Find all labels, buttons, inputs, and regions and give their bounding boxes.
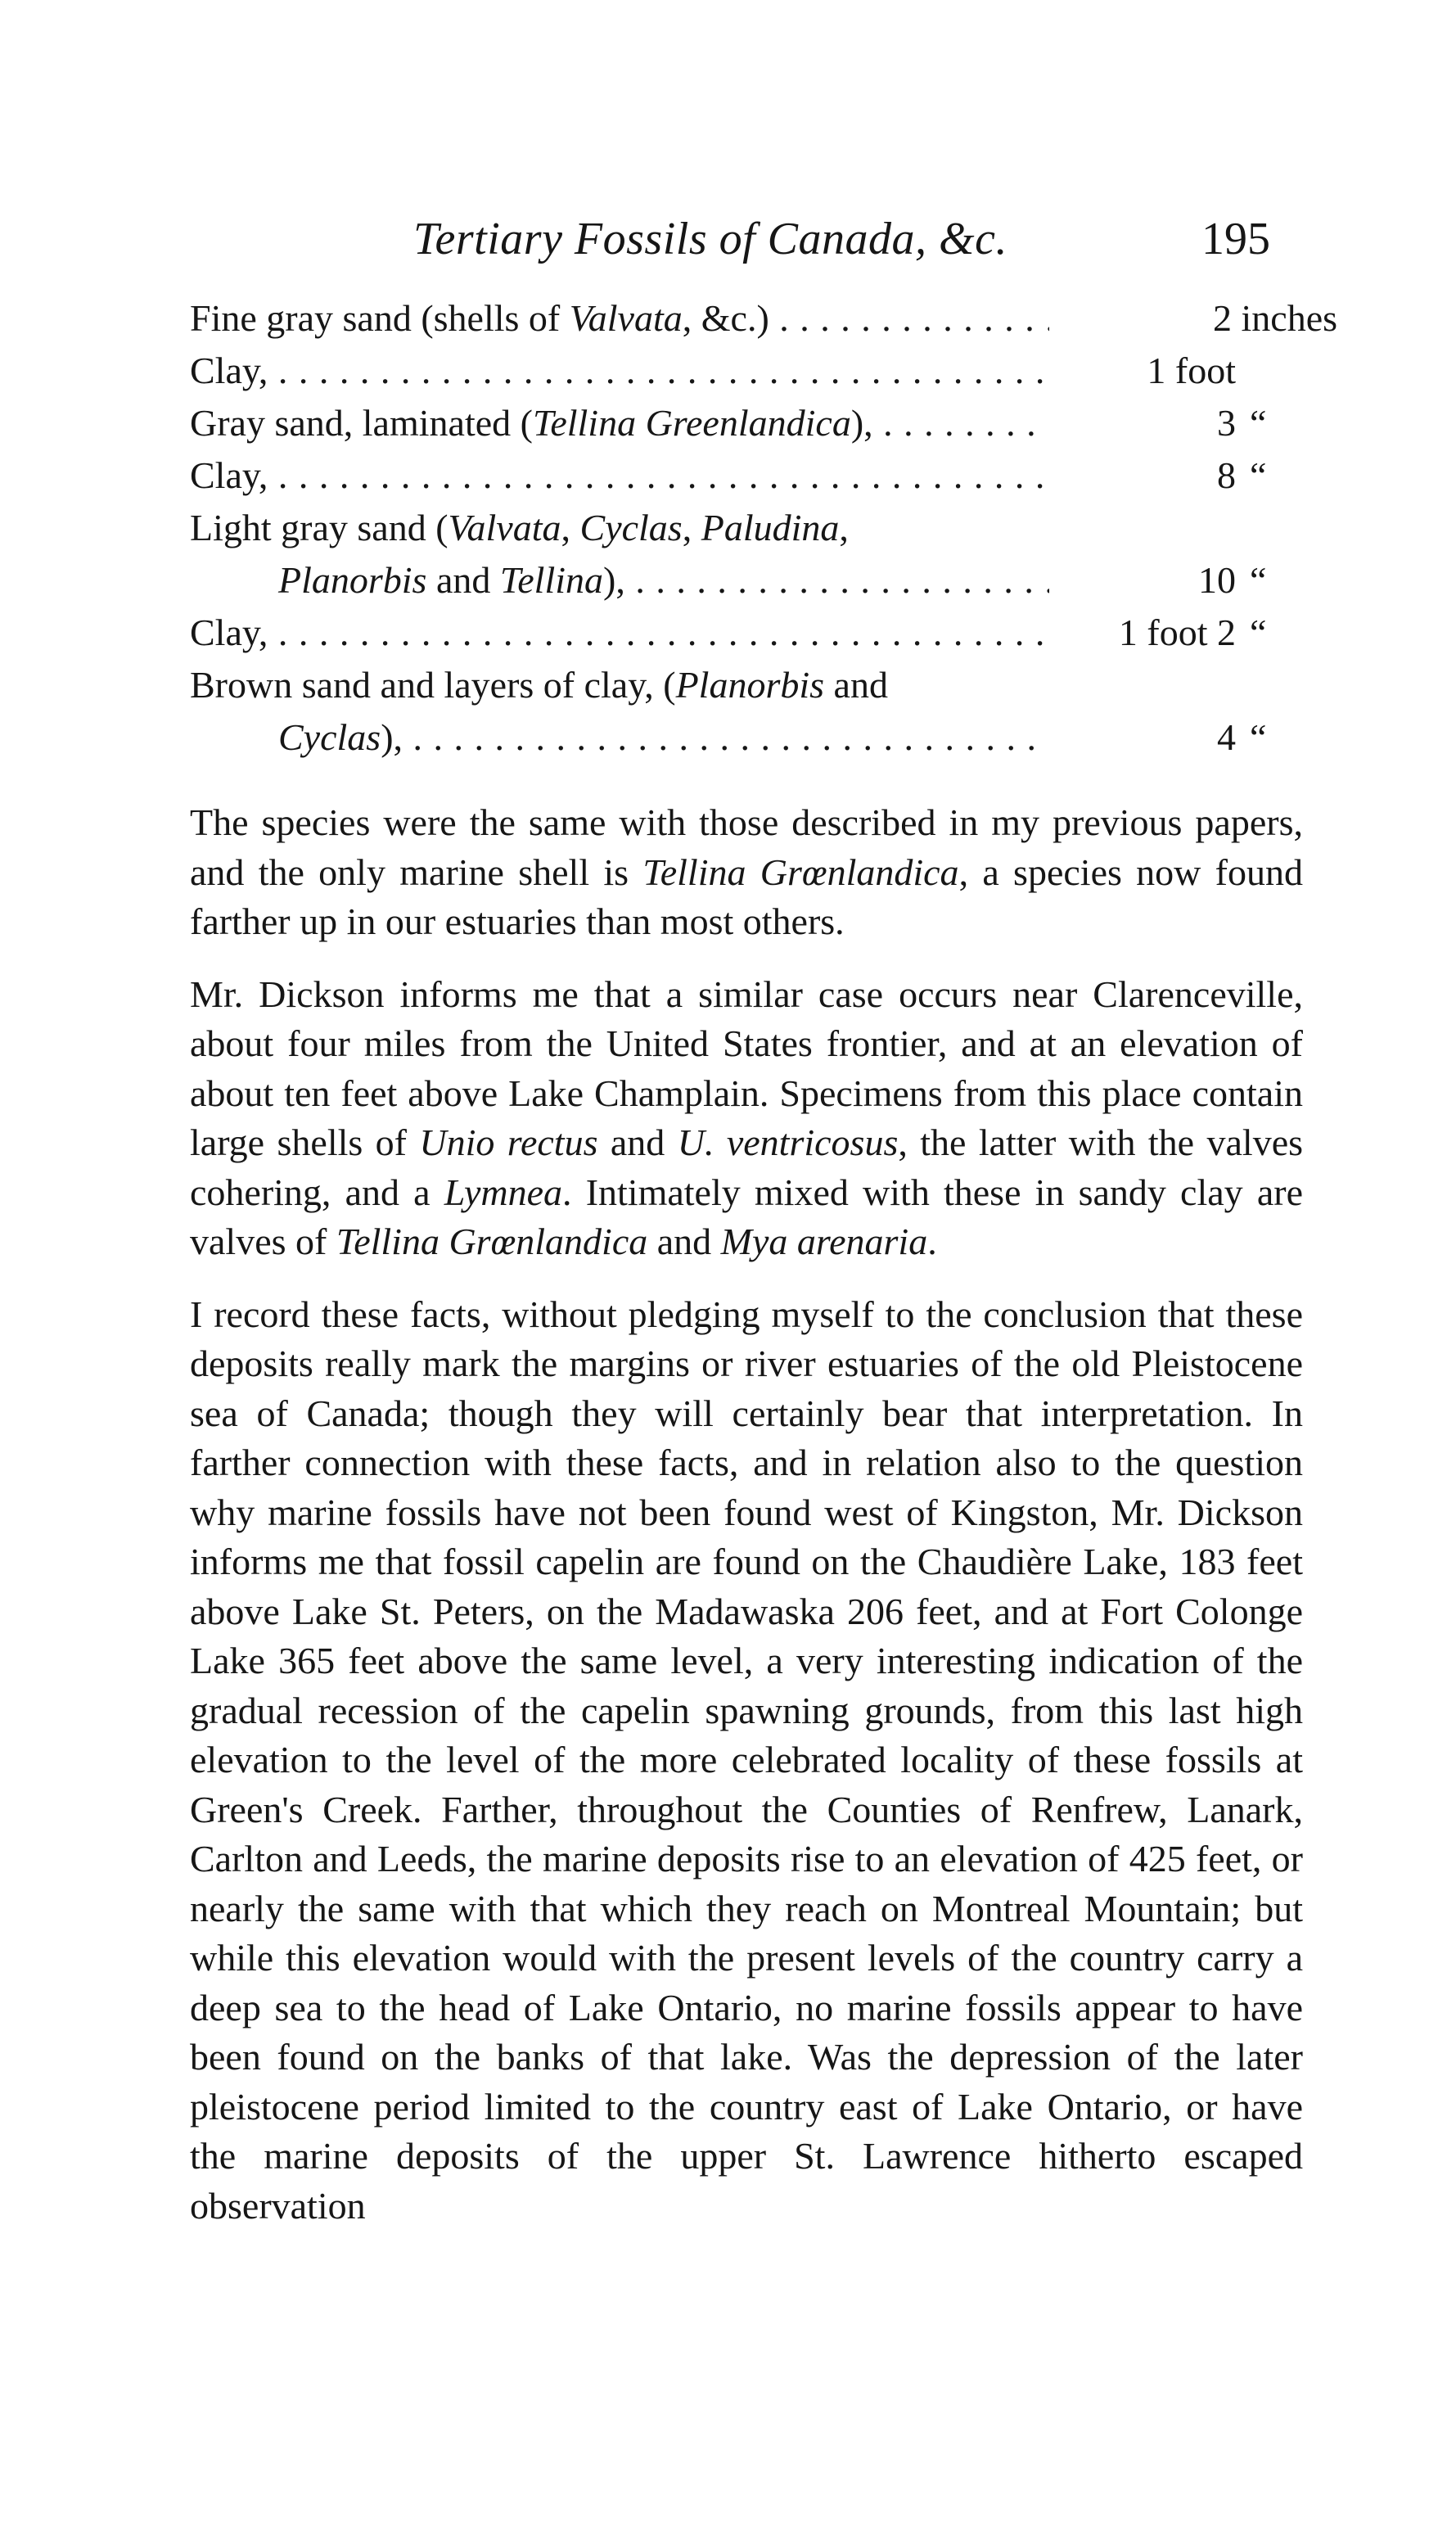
- stratum-label: Gray sand, laminated (Tellina Greenlandica), . . .: [190, 401, 1049, 453]
- stratum-label: Light gray sand (Valvata, Cyclas, Paludina,: [190, 507, 849, 548]
- stratum-label: Cyclas), . . .: [190, 715, 1049, 768]
- stratum-unit: 2 inches: [1213, 297, 1338, 339]
- stratum-thickness: 3: [1206, 401, 1236, 453]
- table-row: [190, 296, 1338, 349]
- stratum-unit: “: [1250, 559, 1267, 601]
- table-row: [190, 349, 1303, 401]
- stratum-thickness: 1 foot: [1135, 349, 1236, 401]
- stratum-label: Brown sand and layers of clay, (Planorbis and: [190, 664, 888, 706]
- body-text: [190, 798, 1303, 2254]
- paragraph: The species were the same with those described in my previous papers, and the only marine shell is Tellina Grœnlandica, a species now found farther up in our estuaries than most others.: [190, 801, 1303, 942]
- page-number: 195: [1201, 214, 1270, 264]
- stratum-unit: “: [1250, 716, 1267, 758]
- table-row: [190, 401, 1303, 453]
- stratum-label: Clay, . . .: [190, 349, 1049, 401]
- table-row: [190, 506, 1303, 558]
- running-title: Tertiary Fossils of Canada, &c.: [413, 214, 1007, 264]
- table-row: [190, 715, 1303, 768]
- stratum-label: Fine gray sand (shells of Valvata, &c.) . . .: [190, 296, 1049, 349]
- stratum-label: Planorbis and Tellina), . . .: [190, 558, 1049, 611]
- stratum-label: Clay, . . .: [190, 611, 1049, 663]
- paragraph: Mr. Dickson informs me that a similar case occurs near Clarenceville, about four miles from the United States frontier, and at an elevation of about ten feet above Lake Champlain. Specimens from this place contain large shells of Unio rectus and U. ventricosus, the latter with the valves cohering, and a Lymnea. Intimately mixed with these in sandy clay are valves of Tellina Grœnlandica and Mya arenaria.: [190, 972, 1304, 1262]
- page-header: [0, 213, 1456, 287]
- stratum-unit: “: [1250, 611, 1267, 653]
- table-row: [190, 663, 1303, 715]
- table-row: [190, 453, 1303, 506]
- strata-section-table: [190, 296, 1338, 768]
- paragraph: I record these facts, without pledging myself to the conclusion that these deposits really mark the margins or river estuaries of the old Pleistocene sea of Canada; though they will certainly bear that interpretation. In farther connection with these facts, and in relation also to the question why marine fossils have not been found west of Kingston, Mr. Dickson informs me that fossil capelin are found on the Chaudière Lake, 183 feet above Lake St. Peters, on the Madawaska 206 feet, and at Fort Colonge Lake 365 feet above the same level, a very interesting indication of the gradual recession of the capelin spawning grounds, from this last high elevation to the level of the more celebrated locality of these fossils at Green's Creek. Farther, throughout the Counties of Renfrew, Lanark, Carlton and Leeds, the marine deposits rise to an elevation of 425 feet, or nearly the same with that which they reach on Montreal Mountain; but while this elevation would with the present levels of the country carry a deep sea to the head of Lake Ontario, no marine fossils appear to have been found on the banks of that lake. Was the depression of the later pleistocene period limited to the country east of Lake Ontario, or have the marine deposits of the upper St. Lawrence hitherto escaped observation: [190, 1293, 1303, 2227]
- table-row: [190, 558, 1303, 611]
- stratum-thickness: 1 foot 2: [1107, 611, 1236, 663]
- stratum-unit: “: [1250, 454, 1267, 496]
- table-row: [190, 611, 1303, 663]
- stratum-thickness: 10: [1187, 558, 1236, 611]
- stratum-thickness: 8: [1206, 453, 1236, 506]
- stratum-unit: “: [1250, 402, 1267, 444]
- stratum-thickness: 4: [1206, 715, 1236, 768]
- stratum-label: Clay, . . .: [190, 453, 1049, 506]
